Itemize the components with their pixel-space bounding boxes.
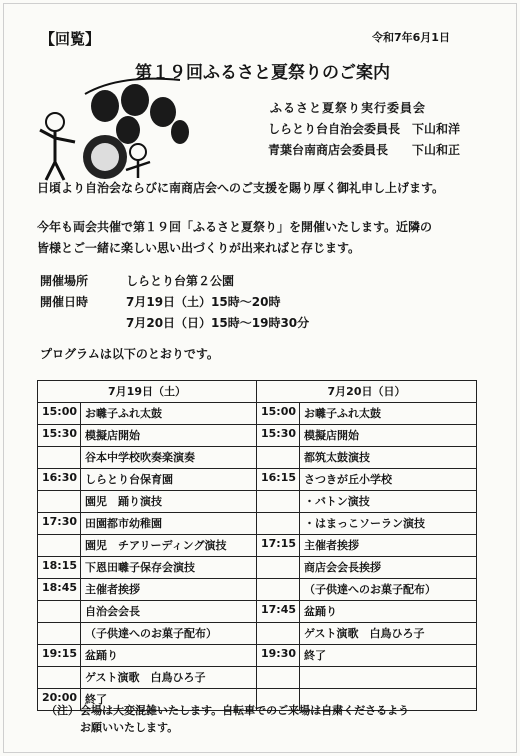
day2-time [257, 579, 300, 601]
program-row [38, 601, 477, 623]
day1-event: 下恩田囃子保存会演技 [81, 557, 257, 579]
day1-event: （子供達へのお菓子配布） [81, 623, 257, 645]
day1-event: 谷本中学校吹奏楽演奏 [81, 447, 257, 469]
day2-event [300, 667, 477, 689]
day1-event: 園児 チアリーディング演技 [81, 535, 257, 557]
organizer-committee: ふるさと夏祭り実行委員会 [270, 101, 427, 115]
venue-label: 開催場所 [40, 274, 89, 288]
day1-event: 終了 [81, 689, 257, 711]
day1-time: 15:00 [38, 403, 81, 425]
greeting-text: 日頃より自治会ならびに南商店会へのご支援を賜り厚く御礼申し上げます。 [37, 181, 445, 195]
organizer-residents-association: しらとり台自治会委員長 下山和洋 [268, 122, 461, 136]
day2-event: さつきが丘小学校 [300, 469, 477, 491]
day2-event: 模擬店開始 [300, 425, 477, 447]
program-row [38, 425, 477, 447]
day1-event: 主催者挨拶 [81, 579, 257, 601]
program-table [37, 380, 477, 711]
day1-time [38, 601, 81, 623]
circular-tag: 【回覧】 [40, 30, 101, 48]
day1-time [38, 491, 81, 513]
date-day2: 7月20日（日）15時～19時30分 [126, 316, 310, 330]
program-row [38, 491, 477, 513]
intro-line-1: 今年も両会共催で第１９回「ふるさと夏祭り」を開催いたします。近隣の [37, 220, 433, 234]
day2-header: 7月20日（日） [257, 381, 477, 403]
organizer-shopping-association: 青葉台南商店会委員長 下山和正 [268, 143, 461, 157]
day2-time [257, 491, 300, 513]
program-row [38, 513, 477, 535]
day1-header: 7月19日（土） [38, 381, 257, 403]
day2-event: ・バトン演技 [300, 491, 477, 513]
day1-time [38, 447, 81, 469]
day1-time: 15:30 [38, 425, 81, 447]
program-row [38, 557, 477, 579]
day2-event: 終了 [300, 645, 477, 667]
intro-line-2: 皆様とご一緒に楽しい思い出づくりが出来ればと存じます。 [37, 241, 361, 255]
day1-time: 18:45 [38, 579, 81, 601]
day2-event: ・はまっこソーラン演技 [300, 513, 477, 535]
day1-event: 田園都市幼稚園 [81, 513, 257, 535]
program-row [38, 667, 477, 689]
program-row [38, 403, 477, 425]
program-row [38, 623, 477, 645]
note-line-1: 会場は大変混雑いたします。自転車でのご来場は自粛くださるよう [80, 704, 410, 717]
day1-time: 18:15 [38, 557, 81, 579]
day1-time: 19:15 [38, 645, 81, 667]
day2-time: 16:15 [257, 469, 300, 491]
day2-time [257, 557, 300, 579]
day1-event: 園児 踊り演技 [81, 491, 257, 513]
day2-time [257, 667, 300, 689]
day2-event: ゲスト演歌 白鳥ひろ子 [300, 623, 477, 645]
program-header-row [38, 381, 477, 403]
page-title: 第１９回ふるさと夏祭りのご案内 [135, 63, 390, 83]
day2-time [257, 513, 300, 535]
day2-event: 商店会会長挨拶 [300, 557, 477, 579]
program-row [38, 469, 477, 491]
day2-event: 盆踊り [300, 601, 477, 623]
program-row [38, 579, 477, 601]
day2-event: お囃子ふれ太鼓 [300, 403, 477, 425]
day2-event: 都筑太鼓演技 [300, 447, 477, 469]
day1-time: 20:00 [38, 689, 81, 711]
day2-time: 19:30 [257, 645, 300, 667]
issue-date: 令和7年6月1日 [372, 31, 450, 44]
program-intro: プログラムは以下のとおりです。 [40, 347, 219, 361]
note-label: （注） [46, 704, 79, 717]
day1-event: しらとり台保育園 [81, 469, 257, 491]
program-row [38, 447, 477, 469]
day2-event: 主催者挨拶 [300, 535, 477, 557]
day1-event: ゲスト演歌 白鳥ひろ子 [81, 667, 257, 689]
day1-event: 盆踊り [81, 645, 257, 667]
day1-event: 模擬店開始 [81, 425, 257, 447]
day1-event: 自治会会長 [81, 601, 257, 623]
day2-event: （子供達へのお菓子配布） [300, 579, 477, 601]
program-row [38, 645, 477, 667]
venue-value: しらとり台第２公園 [126, 274, 235, 288]
day2-time: 17:45 [257, 601, 300, 623]
day2-time [257, 623, 300, 645]
note-line-2: お願いいたします。 [80, 721, 179, 734]
day1-time [38, 623, 81, 645]
day1-time: 16:30 [38, 469, 81, 491]
day1-time [38, 535, 81, 557]
festival-illustration [30, 72, 190, 182]
day2-time: 15:00 [257, 403, 300, 425]
day1-time [38, 667, 81, 689]
day2-time: 15:30 [257, 425, 300, 447]
date-day1: 7月19日（土）15時～20時 [126, 295, 281, 309]
day2-time: 17:15 [257, 535, 300, 557]
day1-time: 17:30 [38, 513, 81, 535]
date-label: 開催日時 [40, 295, 89, 309]
program-row [38, 535, 477, 557]
day2-time [257, 447, 300, 469]
day1-event: お囃子ふれ太鼓 [81, 403, 257, 425]
